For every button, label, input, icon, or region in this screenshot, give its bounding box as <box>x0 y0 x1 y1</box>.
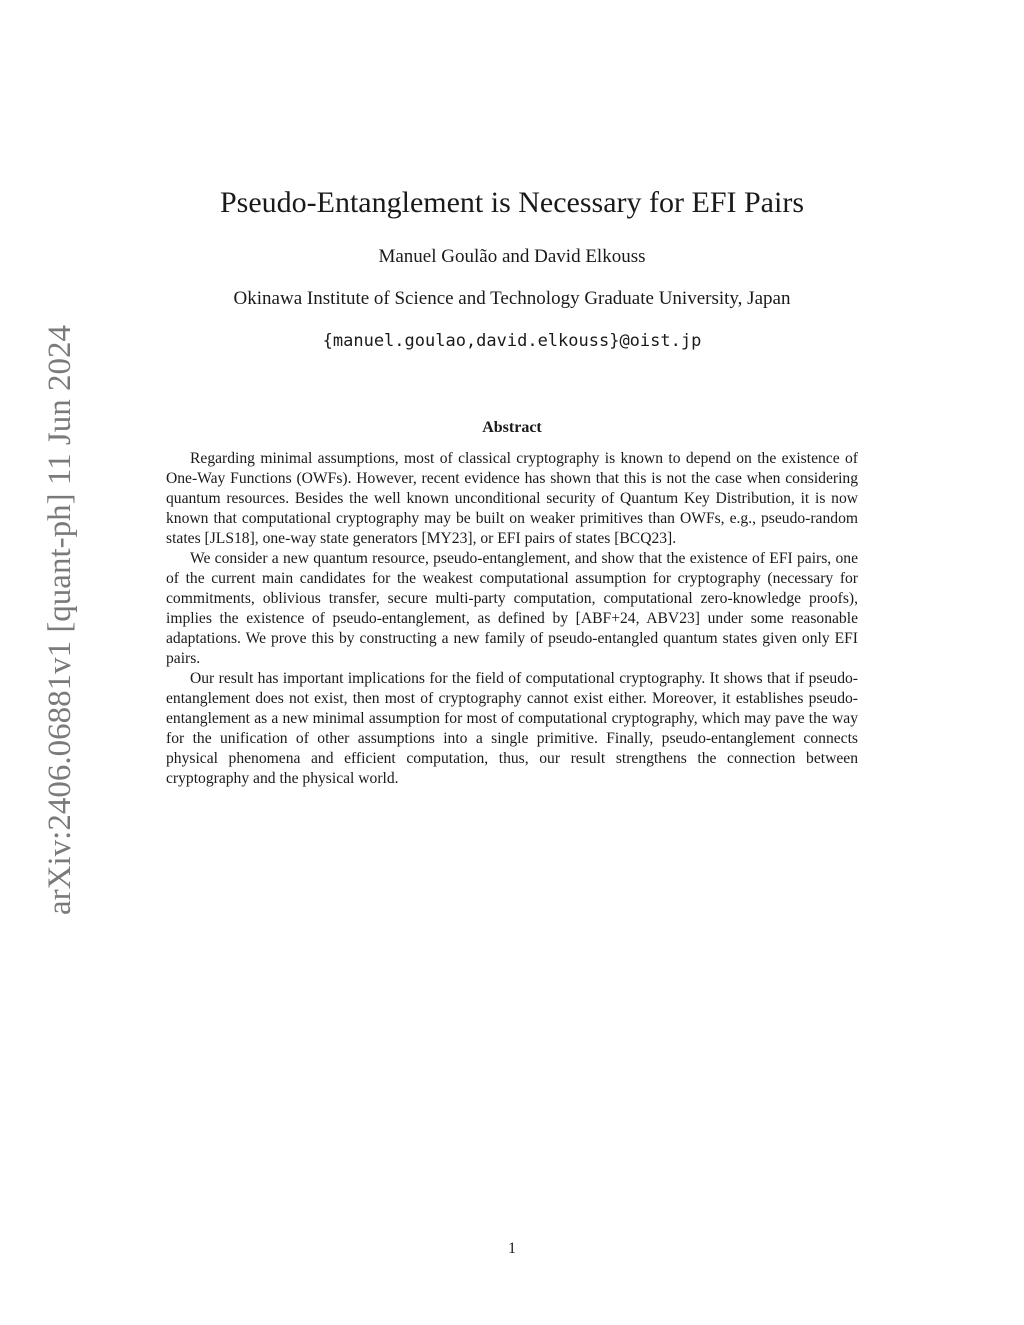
paper-title: Pseudo-Entanglement is Necessary for EFI Pairs <box>219 186 805 219</box>
author-list: Manuel Goulão and David Elkouss <box>378 246 646 267</box>
abstract-paragraph-2: We consider a new quantum resource, pseudo-entanglement, and show that the existence of EFI pairs, one of the current main candidates for the weakest computational assumption for cryptography (necessary for commitments, oblivious transfer, secure multi-party computation, computational zero-knowledge proofs), implies the existence of pseudo-entanglement, as defined by [ABF+24, ABV23] under some reasonable adaptations. We prove this by constructing a new family of pseudo-entangled quantum states given only EFI pairs. <box>166 550 858 667</box>
abstract-paragraph-1: Regarding minimal assumptions, most of classical cryptography is known to depend on the existence of One-Way Functions (OWFs). However, recent evidence has shown that this is not the case when considering quantum resources. Besides the well known unconditional security of Quantum Key Distribution, it is now known that computational cryptography may be built on weaker primitives than OWFs, e.g., pseudo-random states [JLS18], one-way state generators [MY23], or EFI pairs of states [BCQ23]. <box>166 450 858 547</box>
arxiv-identifier-stamp: arXiv:2406.06881v1 [quant-ph] 11 Jun 2024 <box>42 325 78 915</box>
author-affiliation: Okinawa Institute of Science and Technology Graduate University, Japan <box>233 288 791 309</box>
author-email[interactable]: {manuel.goulao,david.elkouss}@oist.jp <box>322 331 702 351</box>
abstract-body <box>166 449 858 789</box>
abstract-heading: Abstract <box>482 419 542 436</box>
page-number: 1 <box>508 1240 516 1257</box>
abstract-paragraph-3: Our result has important implications for the field of computational cryptography. It shows that if pseudo-entanglement does not exist, then most of cryptography cannot exist either. Moreover, it establishes pseudo-entanglement as a new minimal assumption for most of computational cryptography, which may pave the way for the unification of other assumptions into a single primitive. Finally, pseudo-entanglement connects physical phenomena and efficient computation, thus, our result strengthens the connection between cryptography and the physical world. <box>166 670 858 787</box>
